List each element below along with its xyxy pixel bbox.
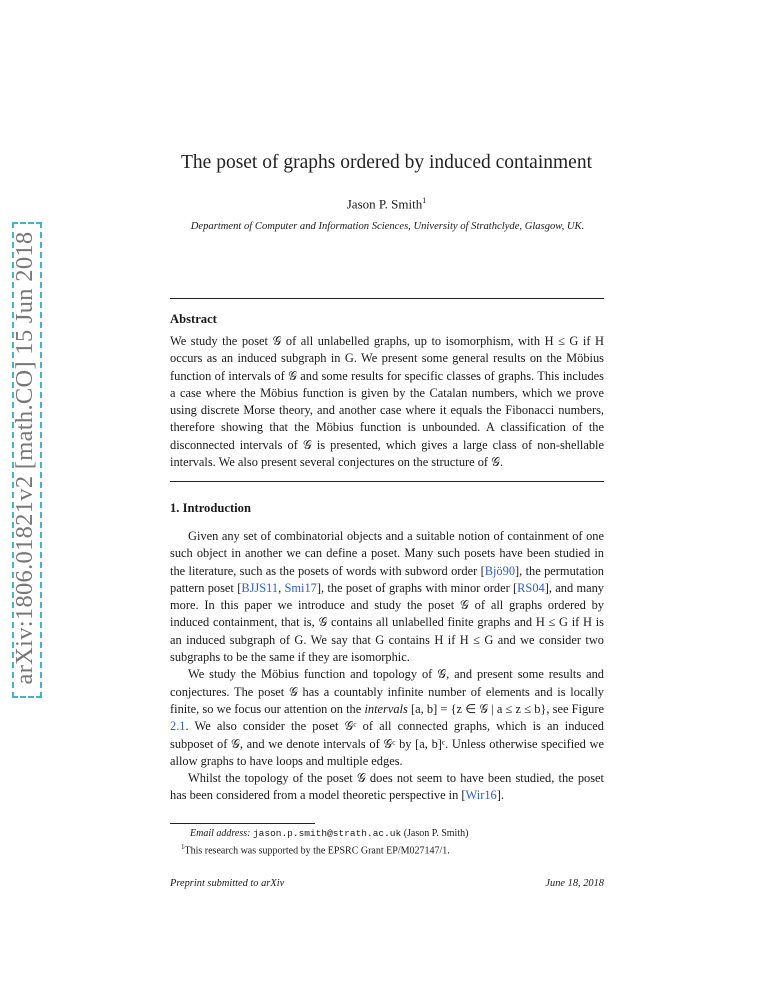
email-footnote <box>190 827 624 840</box>
affiliation: Department of Computer and Information Sciences, University of Strathclyde, Glasgow, UK. <box>190 221 585 232</box>
text-run: ], and many more. In this paper we introduce and study the poset 𝒢 of all graphs ordered by induced containment, that is, 𝒢 contains all unlabelled finite graphs and H ≤ G if H is an induced subgraph of G. We say that G contains H if H ≤ G and we consider two subgraphs to be the same if they are isomorphic. <box>170 580 604 665</box>
author-line <box>0 196 773 212</box>
email-owner: (Jason P. Smith) <box>403 828 469 839</box>
intro-paragraph-2 <box>170 666 604 770</box>
funding-footnote <box>181 841 615 857</box>
author-footnote-mark: 1 <box>422 196 427 205</box>
text-run: ], the permutation pattern poset [ <box>170 563 604 595</box>
figure-link[interactable]: 2.1 <box>170 719 186 734</box>
abstract-top-rule <box>170 298 604 299</box>
text-run: ], the poset of graphs with minor order [ <box>316 580 518 595</box>
text-run: Given any set of combinatorial objects and a suitable notion of containment of one such object in another we can define a poset. Many such posets have been studied in the literature, such as the posets of words with subword order [ <box>170 529 604 578</box>
author-name: Jason P. Smith <box>346 196 423 212</box>
citation-link[interactable]: Bjö90 <box>484 563 516 578</box>
text-run: ]. <box>496 788 504 803</box>
arxiv-stamp: arXiv:1806.01821v2 [math.CO] 15 Jun 2018 <box>11 231 38 685</box>
paper-title: The poset of graphs ordered by induced containment <box>181 152 592 173</box>
text-run: We study the Möbius function and topology of 𝒢, and present some results and conjectures. The poset 𝒢 has a countably infinite number of elements and is locally finite, so we focus our attention on the <box>170 667 604 716</box>
footnote-mark: 1 <box>181 843 185 851</box>
email-label: Email address: <box>190 828 251 839</box>
abstract-bottom-rule <box>170 481 604 482</box>
citation-link[interactable]: Wir16 <box>465 788 497 803</box>
citation-link[interactable]: Smi17 <box>284 580 317 595</box>
intro-paragraph-1 <box>170 528 604 666</box>
intro-paragraph-3 <box>170 770 604 805</box>
text-run: , <box>278 580 285 595</box>
introduction-body <box>170 528 604 805</box>
date: June 18, 2018 <box>545 878 604 889</box>
section-heading-introduction: 1. Introduction <box>170 501 251 515</box>
footnote-rule <box>170 823 315 824</box>
text-run: [a, b] = {z ∈ 𝒢 | a ≤ z ≤ b}, see Figure <box>407 701 604 716</box>
citation-link[interactable]: RS04 <box>517 580 545 595</box>
funding-text: This research was supported by the EPSRC Grant EP/M027147/1. <box>184 845 450 857</box>
text-run: Whilst the topology of the poset 𝒢 does not seem to have been studied, the poset has been considered from a model theoretic perspective in [ <box>170 771 604 803</box>
text-run: . We also consider the poset 𝒢ᶜ of all connected graphs, which is an induced subposet of 𝒢, and we denote intervals of 𝒢ᶜ by [a, b]ᶜ. Unless otherwise specified we allow graphs to have loops and multiple edges. <box>170 719 604 768</box>
abstract-heading: Abstract <box>170 312 217 326</box>
citation-link[interactable]: BJJS11 <box>241 580 279 595</box>
email-address[interactable]: jason.p.smith@strath.ac.uk <box>252 828 402 839</box>
abstract-text: We study the poset 𝒢 of all unlabelled graphs, up to isomorphism, with H ≤ G if H occurs as an induced subgraph in G. We present some general results on the Möbius function of intervals of 𝒢 and some results for specific classes of graphs. This includes a case where the Möbius function is given by the Catalan numbers, which we prove using discrete Morse theory, and another case where it equals the Fibonacci numbers, therefore showing that the Möbius function is unbounded. A classification of the disconnected intervals of 𝒢 is presented, which gives a large class of non-shellable intervals. We also present several conjectures on the structure of 𝒢. <box>170 334 604 470</box>
preprint-note: Preprint submitted to arXiv <box>170 878 285 889</box>
emphasized-term: intervals <box>364 701 408 716</box>
abstract-body <box>170 333 604 471</box>
